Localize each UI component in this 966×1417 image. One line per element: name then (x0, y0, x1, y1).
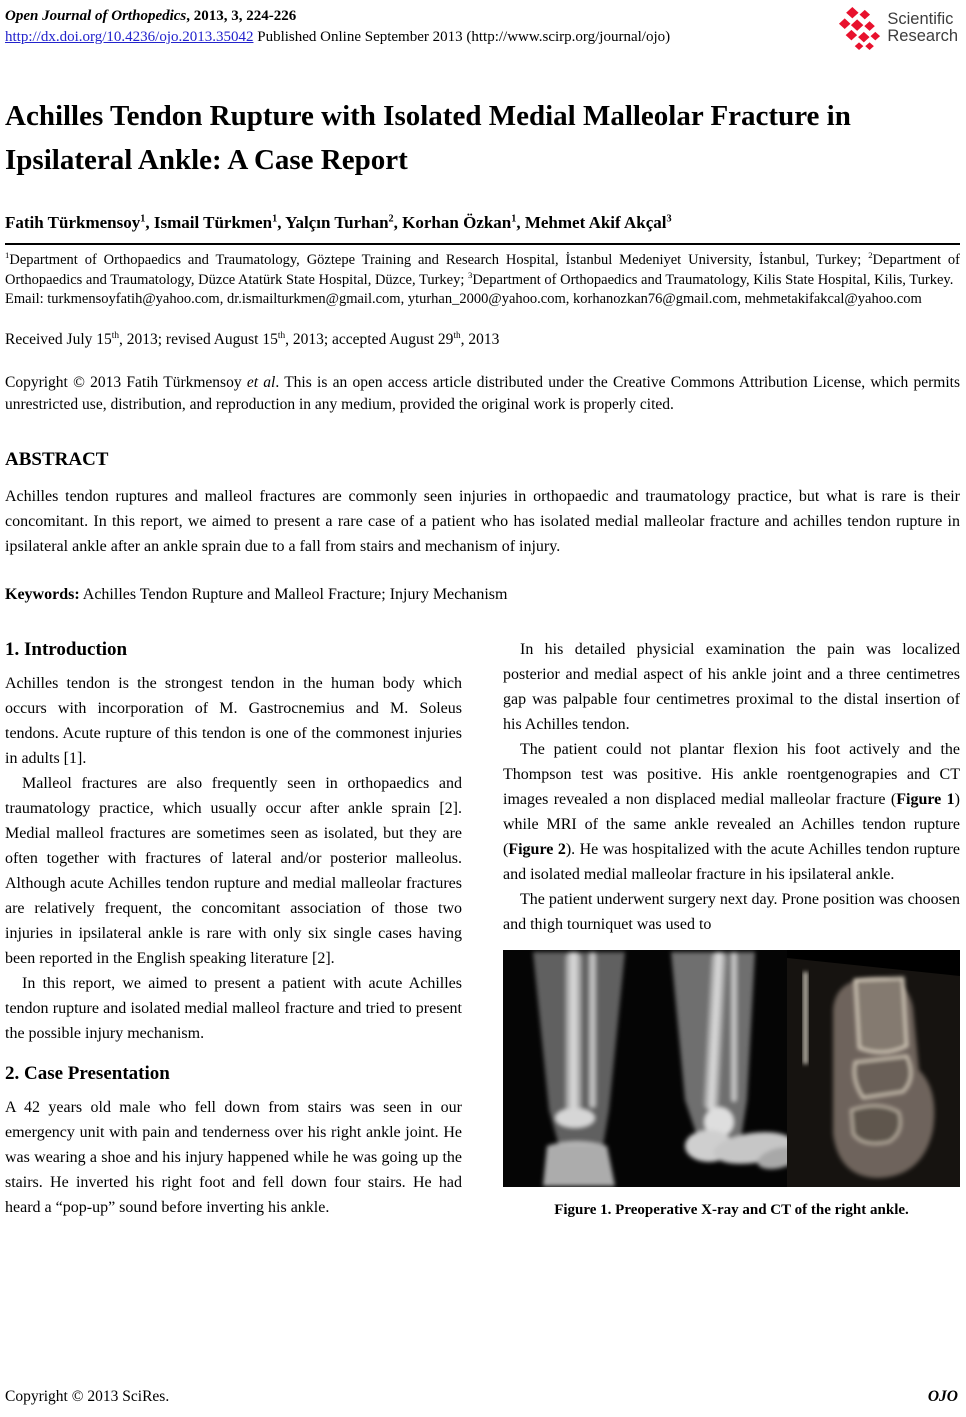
right-paragraph-3: The patient underwent surgery next day. Prone position was choosen and thigh tourniquet was used to (503, 890, 960, 933)
intro-paragraph-1: Achilles tendon is the strongest tendon in the human body which occurs with incorporation of M. Gastrocnemius and M. Soleus tendons. Acute rupture of this tendon is one of the commonest injuries in adults [1]. (5, 674, 462, 767)
left-column (5, 637, 462, 1223)
article-title: Achilles Tendon Rupture with Isolated Medial Malleolar Fracture in Ipsilateral Ankle: A Case Report (5, 100, 851, 176)
footer-copyright: Copyright © 2013 SciRes. (5, 1388, 170, 1405)
keywords-line: Keywords: Achilles Tendon Rupture and Malleol Fracture; Injury Mechanism (5, 585, 508, 603)
article-body (5, 637, 960, 1223)
page-header (5, 6, 960, 50)
abstract-heading: ABSTRACT (5, 448, 109, 470)
right-column (503, 637, 960, 1223)
figure1-caption: Figure 1. Preoperative X-ray and CT of the right ankle. (554, 1201, 909, 1218)
section-heading-introduction: 1. Introduction (5, 638, 128, 660)
scientific-research-diamonds-icon (838, 6, 882, 50)
right-paragraph-1: In his detailed physicial examination the pain was localized posterior and medial aspect of his ankle joint and a three centimetres gap was palpable four centimetres proximal to the distal insertion of his Achilles tendon. (503, 640, 960, 733)
license-statement: Copyright © 2013 Fatih Türkmensoy et al. This is an open access article distributed under the Creative Commons Attribution License, which permits unrestricted use, distribution, and reproduction in any medium, provided the original work is properly cited. (5, 373, 960, 413)
right-paragraph-2: The patient could not plantar flexion his foot actively and the Thompson test was positive. His ankle roentgenograpies and CT images revealed a non displaced medial malleolar fracture (Figure 1) while MRI of the same ankle revealed an Achilles tendon rupture (Figure 2). He was hospitalized with the acute Achilles tendon rupture and isolated medial malleolar fracture in his ipsilateral ankle. (503, 740, 960, 883)
case-paragraph-1: A 42 years old male who fell down from stairs was seen in our emergency unit with pain and tenderness over his right ankle joint. He was wearing a shoe and his injury happened while he was going up the stairs. He inverted his right foot and fell down four stairs. He had heard a “pop-up” sound before inverting his ankle. (5, 1098, 462, 1216)
figure1 (503, 950, 960, 1223)
logo-word-research: Research (887, 27, 958, 45)
figure1-image (503, 950, 960, 1187)
email-line: Email: turkmensoyfatih@yahoo.com, dr.ismailturkmen@gmail.com, yturhan_2000@yahoo.com, korhanozkan76@gmail.com, mehmetakifakcal@yahoo.com (5, 291, 922, 307)
scientific-research-logo (838, 6, 958, 50)
doi-link[interactable]: http://dx.doi.org/10.4236/ojo.2013.35042 Published Online September 2013 (http://www.scirp.org/journal/ojo) (5, 29, 671, 45)
authors-line: Fatih Türkmensoy$^1$, Ismail Türkmen$^1$, Yalçın Turhan$^2$, Korhan Özkan$^1$, Mehmet Akif Akçal$^3$ (5, 213, 672, 232)
page-footer (5, 1388, 958, 1406)
intro-paragraph-2: Malleol fractures are also frequently seen in orthopaedics and traumatology practice, which usually occur after ankle sprain [2]. Medial malleol fractures are sometimes seen as isolated, but they are often together with fractures of lateral and/or posterior malleolus. Although acute Achilles tendon rupture and medial malleolar fractures are relatively frequent, the concomitant association of those two injuries in ipsilateral ankle is rare with only six single cases having been reported in the English speaking literature [2]. (5, 774, 462, 967)
authors-divider (5, 243, 960, 245)
footer-journal-abbrev: OJO (927, 1388, 958, 1405)
abstract-text: Achilles tendon ruptures and malleol fractures are commonly seen injuries in orthopaedic and traumatology practice, but what is rare is their concomitant. In this report, we aimed to present a rare case of a patient who has isolated medial malleolar fracture and achilles tendon rupture in ipsilateral ankle after an ankle sprain due to a fall from stairs and mechanism of injury. (5, 487, 960, 555)
journal-citation: Open Journal of Orthopedics, 2013, 3, 224-226 (5, 8, 297, 24)
intro-paragraph-3: In this report, we aimed to present a patient with acute Achilles tendon rupture and isolated medial malleol fracture and tried to present the possible injury mechanism. (5, 974, 462, 1042)
affiliations: $^1$Department of Orthopaedics and Traumatology, Göztepe Training and Research Hospital, İstanbul Medeniyet University, İstanbul, Turkey; $^2$Department of Orthopaedics and Traumatology, Düzce Atatürk State Hospital, Düzce, Turkey; $^3$Department of Orthopaedics and Traumatology, Kilis State Hospital, Kilis, Turkey. (5, 250, 960, 288)
logo-wordmark (887, 11, 958, 46)
section-heading-case-presentation: 2. Case Presentation (5, 1062, 170, 1084)
logo-word-scientific: Scientific (887, 9, 954, 28)
journal-info (5, 6, 670, 48)
doi-line (5, 27, 670, 48)
ct-coronal-view (787, 950, 960, 1187)
received-dates: Received July 15th, 2013; revised August 15th, 2013; accepted August 29th, 2013 (5, 330, 500, 348)
